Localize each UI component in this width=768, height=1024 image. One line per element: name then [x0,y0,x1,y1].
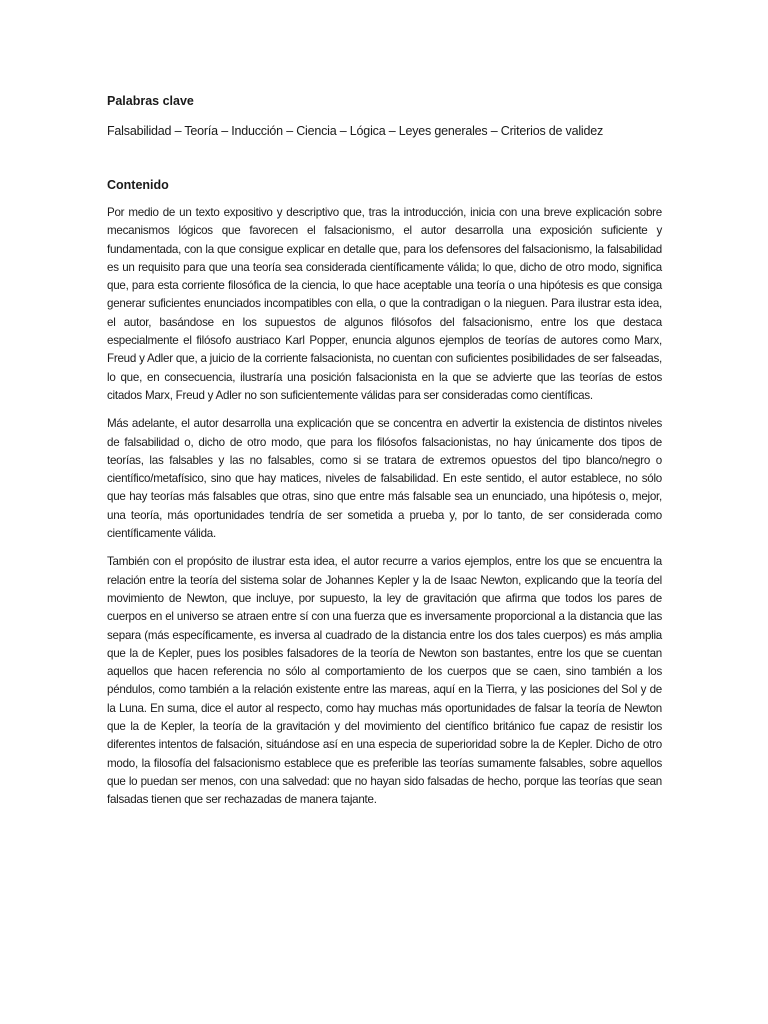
keywords-list: Falsabilidad – Teoría – Inducción – Ciencia – Lógica – Leyes generales – Criterios de validez [107,124,604,138]
content-heading: Contenido [107,178,169,192]
content-paragraph-1: Por medio de un texto expositivo y descriptivo que, tras la introducción, inicia con una breve explicación sobre mecanismos lógicos que favorecen el falsacionismo, el autor desarrolla una exposición suficiente y fundamentada, con la que consigue explicar en detalle que, para los defensores del falsacionismo, la falsabilidad es un requisito para que una teoría sea considerada científicamente válida; lo que, dicho de otro modo, significa que, para esta corriente filosófica de la ciencia, lo que hace aceptable una teoría o una hipótesis es que consiga generar suficientes enunciados incompatibles con ella, o que la contradigan o la nieguen. Para ilustrar esta idea, el autor, basándose en los supuestos de algunos filósofos del falsacionismo, entre los que destaca especialmente el filósofo austriaco Karl Popper, enuncia algunos ejemplos de teorías de autores como Marx, Freud y Adler que, a juicio de la corriente falsacionista, no cuentan con suficientes posibilidades de ser falseadas, lo que, en consecuencia, ilustraría una posición falsacionista en la que se advierte que las teorías de estos citados Marx, Freud y Adler no son suficientemente válidas para ser consideradas como científicas. [107,206,662,402]
section-spacer [107,140,662,176]
keywords-heading: Palabras clave [107,94,194,108]
content-paragraph-2: Más adelante, el autor desarrolla una explicación que se concentra en advertir la existencia de distintos niveles de falsabilidad o, dicho de otro modo, que para los filósofos falsacionistas, no hay únicamente dos tipos de teorías, las falsables y las no falsables, como si se tratara de extremos opuestos del tipo blanco/negro o científico/metafísico, sino que hay matices, niveles de falsabilidad. En este sentido, el autor establece, no sólo que hay teorías más falsables que otras, sino que entre más falsable sea un enunciado, una hipótesis o, mejor, una teoría, más oportunidades tendría de ser sometida a prueba y, por lo tanto, de ser considerada como científicamente válida. [107,417,662,541]
content-paragraph-3: También con el propósito de ilustrar esta idea, el autor recurre a varios ejemplos, entre los que se encuentra la relación entre la teoría del sistema solar de Johannes Kepler y la de Isaac Newton, explicando que la teoría del movimiento de Newton, que incluye, por supuesto, la ley de gravitación que afirma que todos los pares de cuerpos en el universo se atraen entre sí con una fuerza que es inversamente proporcional a la distancia que las separa (más específicamente, es inversa al cuadrado de la distancia entre los dos tales cuerpos) es más amplia que la de Kepler, pues los posibles falsadores de la teoría de Newton son bastantes, entre los que se cuentan aquellos que hacen referencia no sólo al comportamiento de los cuerpos que se caen, sino también a los péndulos, como también a la relación existente entre las mareas, aquí en la Tierra, y las posiciones del Sol y de la Luna. En suma, dice el autor al respecto, como hay muchas más oportunidades de falsar la teoría de Newton que la de Kepler, la teoría de la gravitación y del movimiento del científico británico fue capaz de resistir los diferentes intentos de falsación, situándose así en una especia de superioridad sobre la de Kepler. Dicho de otro modo, la filosofía del falsacionismo establece que es preferible las teorías sumamente falsables, sobre aquellos que lo puedan ser menos, con una salvedad: que no hayan sido falsadas de hecho, porque las teorías que sean falsadas tienen que ser rechazadas de manera tajante. [107,555,662,807]
